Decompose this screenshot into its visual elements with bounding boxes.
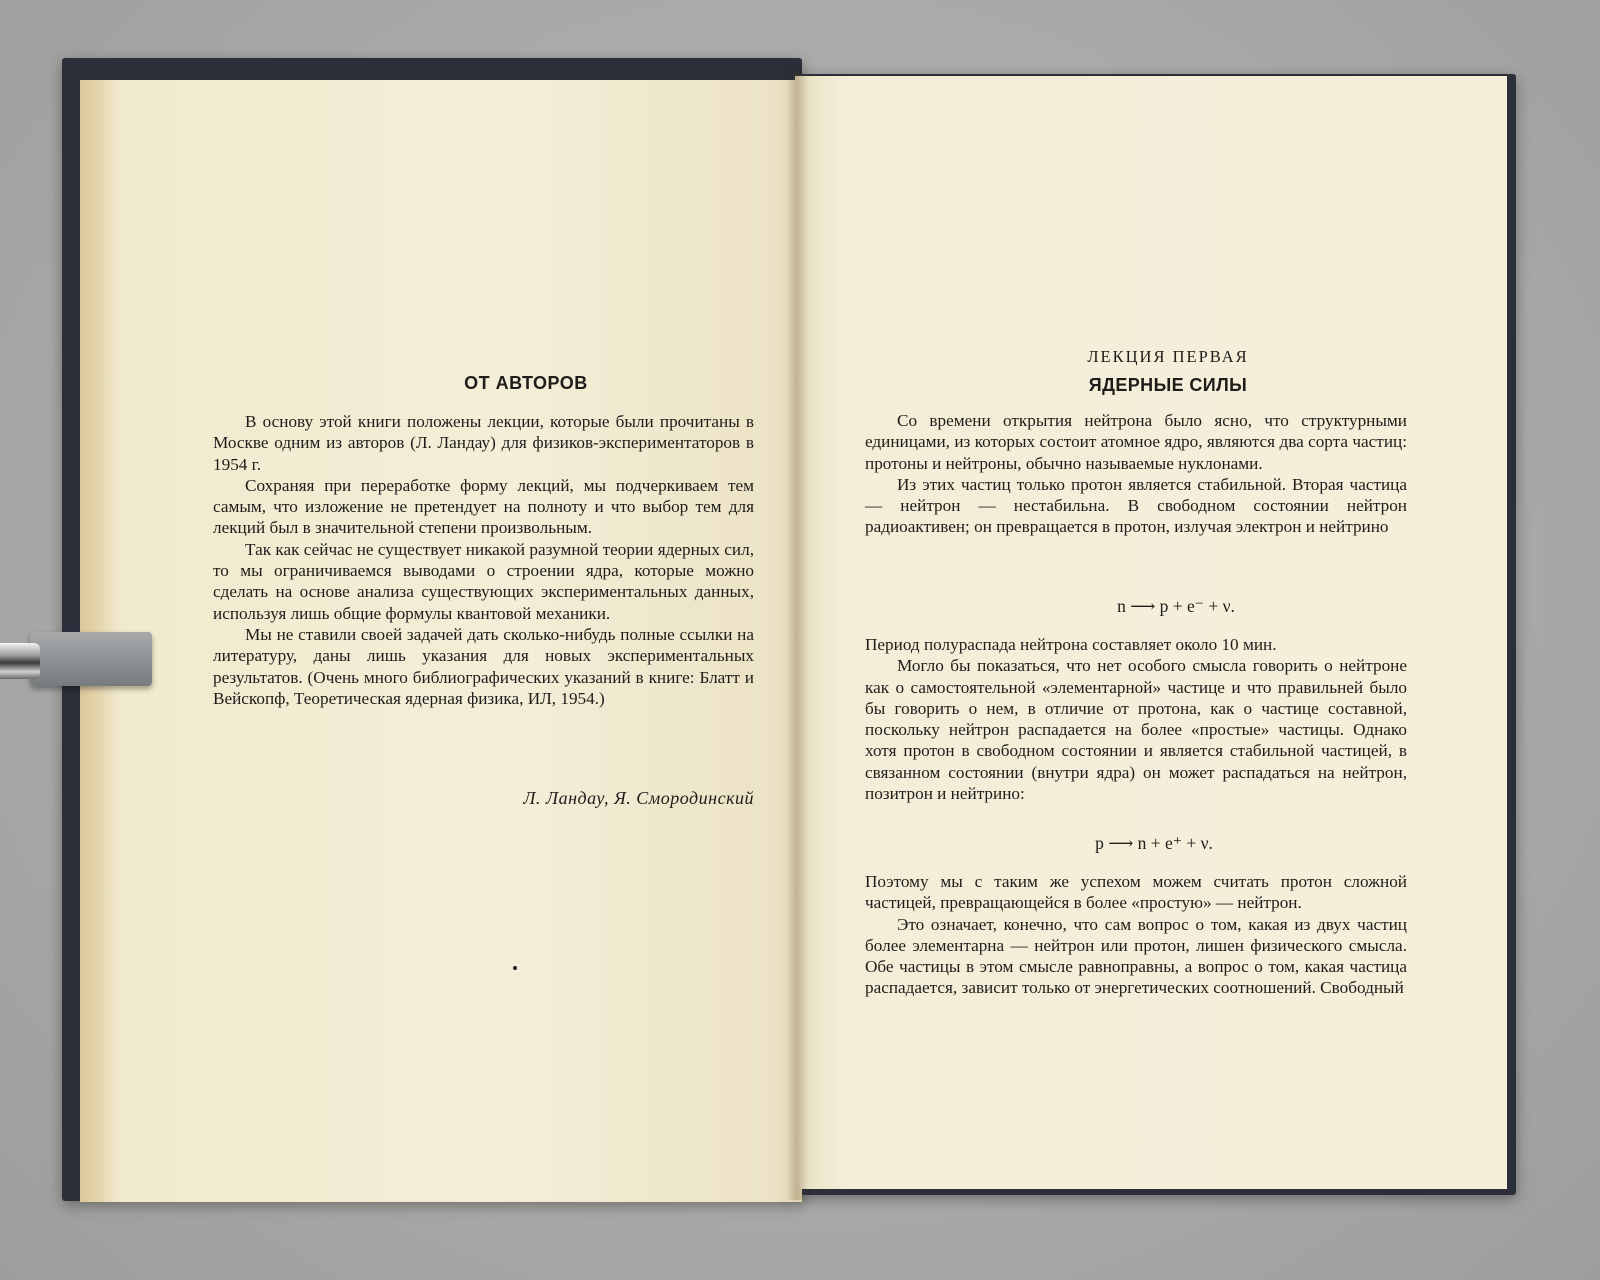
paragraph: Период полураспада нейтрона составляет около 10 мин. [865, 635, 1277, 654]
binder-clip-handle [0, 643, 40, 679]
lecture-body-1 [865, 410, 1407, 538]
paragraph: Могло бы показаться, что нет особого смысла говорить о нейтроне как о самостоятельной «элементарной» частице и что правильней было бы говорить о нем, в отличие от протона, как о частице составной, поскольку нейтрон распадается на более «простые» частицы. Однако хотя протон в свободном состоянии и является стабильной частицей, в связанном состоянии (внутри ядра) он может распадаться на нейтрон, позитрон и нейтрино: [865, 656, 1407, 804]
paragraph: Так как сейчас не существует никакой разумной теории ядерных сил, то мы ограничиваемся выводами о строении ядра, которые можно сделать на основе анализа существующих экспериментальных данных, используя лишь общие формулы квантовой механики. [213, 539, 754, 623]
paragraph: Мы не ставили своей задачей дать сколько-нибудь полные ссылки на литературу, даны лишь указания для новых экспериментальных результатов. (Очень много библиографических указаний в книге: Блатт и Вейскопф, Теоретическая ядерная физика, ИЛ, 1954.) [213, 624, 754, 708]
lecture-body-2 [865, 634, 1407, 804]
paragraph: Поэтому мы с таким же успехом можем считать протон сложной частицей, превращающейся в более «простую» — нейтрон. [865, 872, 1407, 913]
paragraph: В основу этой книги положены лекции, которые были прочитаны в Москве одним из авторов (Л. Ландау) для физиков-экспериментаторов в 1954 г. [213, 412, 754, 474]
author-signature: Л. Ландау, Я. Смородинский [523, 788, 754, 808]
neutron-decay-formula: n ⟶ p + e⁻ + ν. [1117, 596, 1235, 616]
paragraph: Это означает, конечно, что сам вопрос о том, какая из двух частиц более элементарна — нейтрон или протон, лишен физического смысла. Обе частицы в этом смысле равноправны, а вопрос о том, какая частица распадается, зависит только от энергетических соотношений. Свободный [865, 914, 1407, 998]
section-title: ОТ АВТОРОВ [464, 373, 588, 393]
lecture-body-3 [865, 871, 1407, 999]
proton-decay-formula: p ⟶ n + e⁺ + ν. [1095, 833, 1213, 853]
lecture-title: ЯДЕРНЫЕ СИЛЫ [1088, 375, 1248, 395]
preface-body [213, 411, 754, 709]
right-page [795, 76, 1507, 1189]
left-page [80, 80, 802, 1202]
binder-clip [30, 632, 152, 686]
paragraph: Из этих частиц только протон является стабильной. Вторая частица — нейтрон — нестабильна. В свободном состоянии нейтрон радиоактивен; он превращается в протон, излучая электрон и нейтрино [865, 474, 1407, 537]
paragraph: Сохраняя при переработке форму лекций, мы подчеркиваем тем самым, что изложение не претендует на полноту и что выбор тем для лекций был в значительной степени произвольным. [213, 475, 754, 538]
lecture-label: ЛЕКЦИЯ ПЕРВАЯ [1087, 347, 1249, 366]
book-gutter [786, 72, 808, 1200]
paragraph: Со времени открытия нейтрона было ясно, что структурными единицами, из которых состоит атомное ядро, являются два сорта частиц: протоны и нейтроны, обычно называемые нуклонами. [865, 411, 1407, 473]
page-speck [513, 966, 517, 970]
